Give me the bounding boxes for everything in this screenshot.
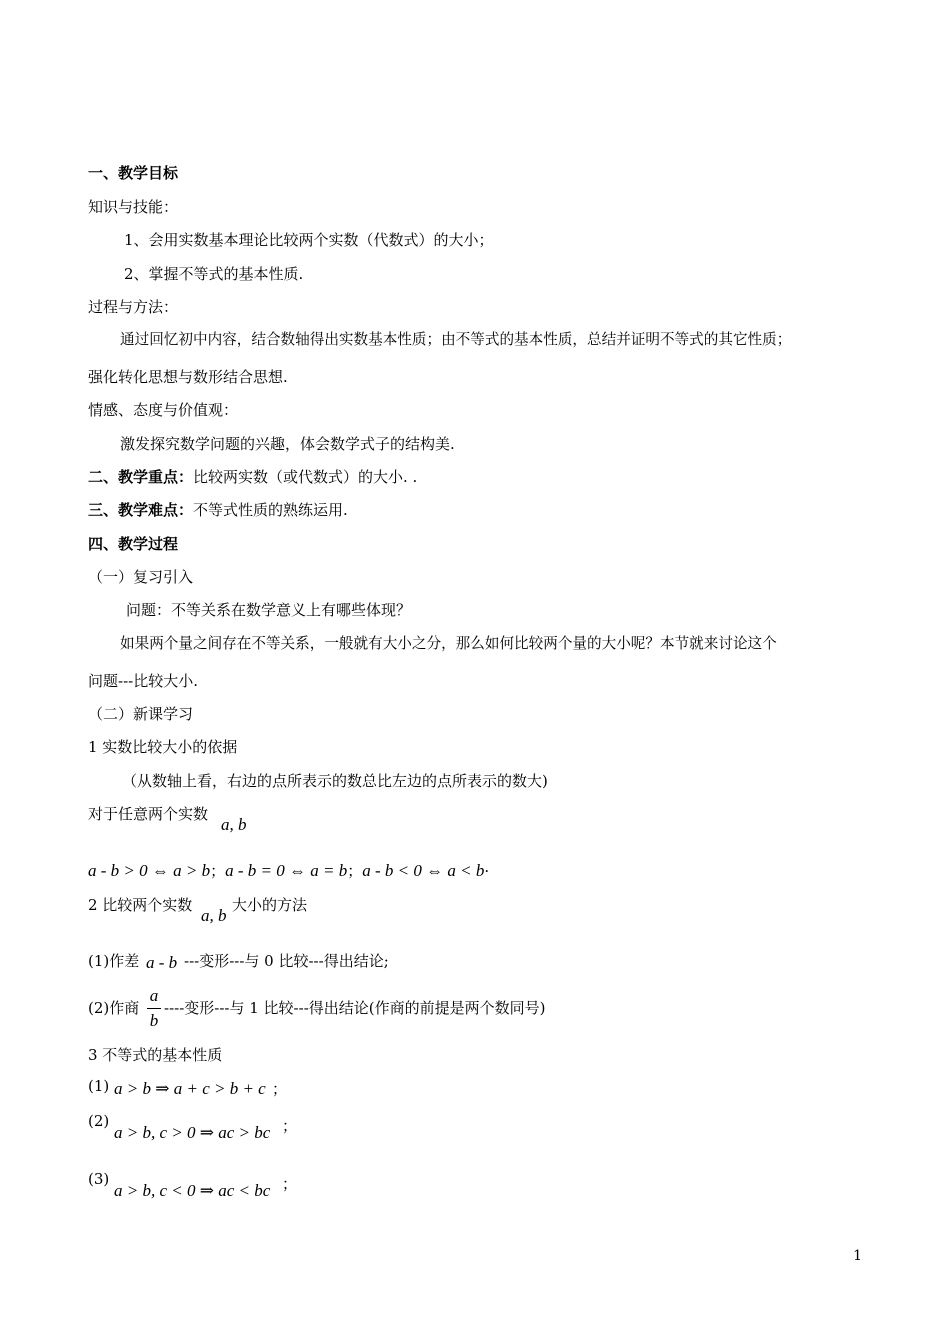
comparison-rules xyxy=(88,861,489,881)
property-2-label: (2) xyxy=(88,1112,110,1130)
separator: ； xyxy=(347,862,363,880)
property-1-semicolon: ； xyxy=(272,1080,288,1098)
properties-heading: 3 不等式的基本性质 xyxy=(88,1046,223,1064)
method-difference-post: ---变形---与 0 比较---得出结论; xyxy=(184,952,389,970)
process-text-line-1: 通过回忆初中内容，结合数轴得出实数基本性质；由不等式的基本性质，总结并证明不等式的其它性质； xyxy=(120,331,792,348)
property-3: a > b, c < 0 ⇒ ac < bc xyxy=(114,1181,271,1200)
process-label: 过程与方法： xyxy=(88,298,179,316)
end-dot: · xyxy=(484,862,490,880)
part-2-heading: （二）新课学习 xyxy=(88,705,194,723)
method-quotient-pre: (2)作商 xyxy=(88,999,140,1017)
part-1-heading: （一）复习引入 xyxy=(88,568,194,586)
intro-line-1: 如果两个量之间存在不等关系，一般就有大小之分，那么如何比较两个量的大小呢？本节就来讨论这个 xyxy=(120,635,777,652)
ab-variables: a, b xyxy=(221,815,247,834)
emotion-label: 情感、态度与价值观： xyxy=(88,401,239,419)
knowledge-label: 知识与技能： xyxy=(88,198,179,216)
rule-positive: a - b > 0 ⇔ a > b xyxy=(88,861,211,880)
key-point-line xyxy=(88,467,417,487)
section-heading-objectives: 一、教学目标 xyxy=(88,164,179,182)
property-3-semicolon: ； xyxy=(282,1175,298,1193)
any-two-reals-text: 对于任意两个实数 xyxy=(88,805,209,823)
page-number: 1 xyxy=(853,1248,862,1264)
difficulty-text: 不等式性质的熟练运用. xyxy=(193,501,348,519)
key-point-heading: 二、教学重点： xyxy=(88,468,194,486)
method-difference-pre: (1)作差 xyxy=(88,952,140,970)
property-2-semicolon: ； xyxy=(282,1117,298,1135)
property-1: a > b ⇒ a + c > b + c xyxy=(114,1079,266,1098)
knowledge-item-1: 1、会用实数基本理论比较两个实数（代数式）的大小； xyxy=(124,231,494,249)
key-point-text: 比较两实数（或代数式）的大小. . xyxy=(193,468,418,486)
method-heading-post: 大小的方法 xyxy=(232,896,308,914)
difficulty-line xyxy=(88,500,348,520)
method-heading-ab: a, b xyxy=(201,906,227,925)
emotion-text: 激发探究数学问题的兴趣，体会数学式子的结构美. xyxy=(120,435,455,453)
section-heading-process: 四、教学过程 xyxy=(88,535,179,553)
property-2: a > b, c > 0 ⇒ ac > bc xyxy=(114,1123,271,1142)
method-difference-expr: a - b xyxy=(146,953,178,972)
separator: ； xyxy=(210,862,226,880)
method-heading-pre: 2 比较两个实数 xyxy=(88,896,193,914)
process-text-line-2: 强化转化思想与数形结合思想. xyxy=(88,368,288,386)
difficulty-heading: 三、教学难点： xyxy=(88,501,194,519)
basis-heading: 1 实数比较大小的依据 xyxy=(88,738,238,756)
property-1-label: (1) xyxy=(88,1077,110,1095)
knowledge-item-2: 2、掌握不等式的基本性质. xyxy=(124,265,304,283)
intro-line-2: 问题---比较大小. xyxy=(88,672,198,690)
property-3-label: (3) xyxy=(88,1170,110,1188)
basis-note: （从数轴上看，右边的点所表示的数总比左边的点所表示的数大) xyxy=(122,772,548,790)
fraction-bar xyxy=(147,1008,161,1009)
fraction-denominator: b xyxy=(149,1011,159,1030)
fraction-numerator: a xyxy=(149,986,159,1005)
method-quotient-post: ----变形---与 1 比较---得出结论(作商的前提是两个数同号) xyxy=(164,999,546,1017)
rule-zero: a - b = 0 ⇔ a = b xyxy=(225,861,348,880)
review-question: 问题：不等关系在数学意义上有哪些体现？ xyxy=(126,601,412,619)
rule-negative: a - b < 0 ⇔ a < b xyxy=(362,861,485,880)
